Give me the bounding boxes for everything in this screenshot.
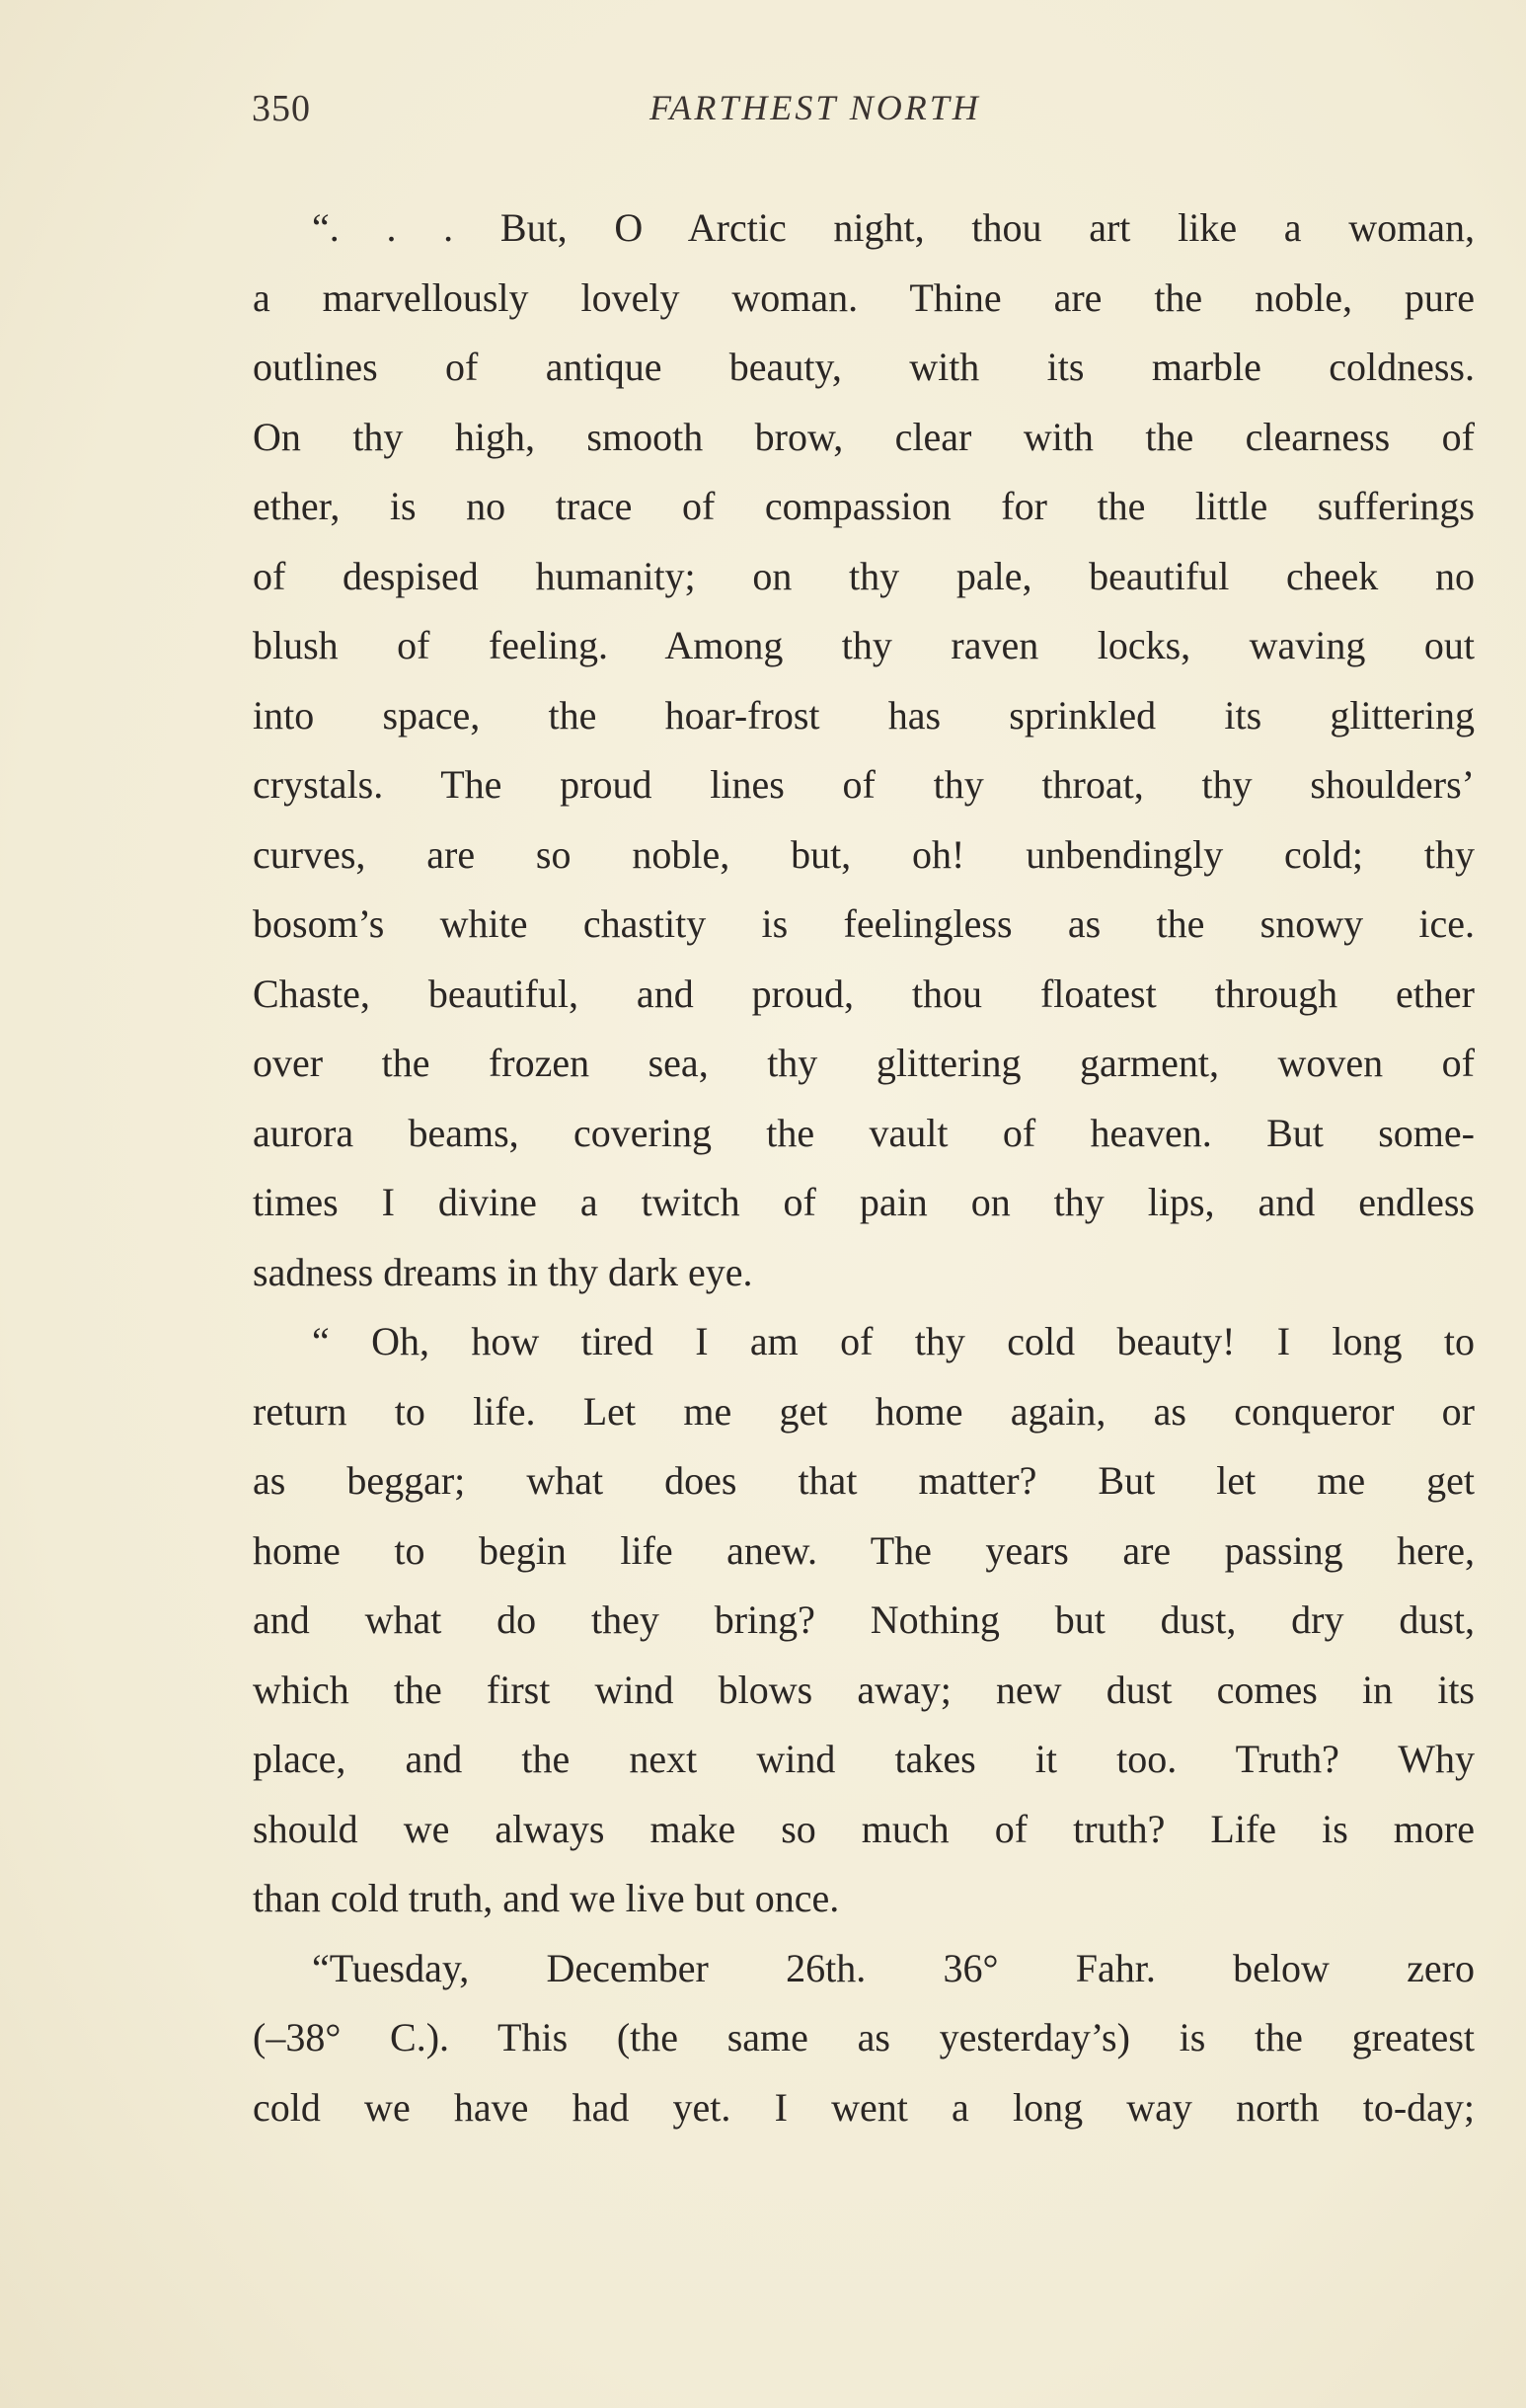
text-line: curves, are so noble, but, oh! unbendingly cold; thy [253, 831, 1475, 877]
text-line: crystals. The proud lines of thy throat, thy shoulders’ [253, 762, 1475, 807]
text-line: blush of feeling. Among thy raven locks, waving out [253, 623, 1475, 667]
body-text [253, 194, 1475, 2142]
paragraph-tired-of-beauty [253, 1307, 1475, 1934]
text-line: outlines of antique beauty, with its marble coldness. [253, 345, 1475, 389]
text-line: times I divine a twitch of pain on thy lips, and endless [253, 1180, 1475, 1224]
text-line: place, and the next wind takes it too. Truth? Why [253, 1737, 1475, 1781]
text-line: “. . . But, O Arctic night, thou art like a woman, [312, 205, 1475, 250]
text-line: which the first wind blows away; new dust comes in its [253, 1667, 1475, 1712]
text-line: of despised humanity; on thy pale, beautiful cheek no [253, 553, 1475, 598]
running-head [252, 87, 1476, 136]
paragraph-december-26 [253, 1934, 1475, 2143]
text-line: and what do they bring? Nothing but dust, dry dust, [253, 1597, 1475, 1642]
text-line: “ Oh, how tired I am of thy cold beauty! I long to [312, 1319, 1475, 1363]
text-line: ether, is no trace of compassion for the little sufferings [253, 484, 1475, 528]
text-line: “Tuesday, December 26th. 36° Fahr. below zero [312, 1945, 1475, 1990]
text-line: On thy high, smooth brow, clear with the clearness of [253, 414, 1475, 459]
paragraph-arctic-night [253, 194, 1475, 1307]
page-number: 350 [252, 88, 311, 129]
text-line: a marvellously lovely woman. Thine are the noble, pure [253, 274, 1475, 320]
text-line: bosom’s white chastity is feelingless as the snowy ice. [253, 901, 1475, 946]
text-line: return to life. Let me get home again, as conqueror or [253, 1388, 1475, 1434]
text-line: than cold truth, and we live but once. [253, 1876, 840, 1920]
text-line: into space, the hoar-frost has sprinkled its glittering [253, 692, 1475, 738]
text-line: cold we have had yet. I went a long way north to-day; [253, 2084, 1475, 2130]
text-line: over the frozen sea, thy glittering garment, woven of [253, 1041, 1475, 1085]
text-line: should we always make so much of truth? Life is more [253, 1806, 1475, 1851]
text-line: Chaste, beautiful, and proud, thou floatest through ether [253, 971, 1475, 1016]
text-line: home to begin life anew. The years are passing here, [253, 1527, 1475, 1573]
running-title: FARTHEST NORTH [649, 88, 981, 127]
text-line: sadness dreams in thy dark eye. [253, 1249, 753, 1294]
text-line: (–38° C.). This (the same as yesterday’s) is the greatest [253, 2015, 1475, 2059]
text-line: aurora beams, covering the vault of heaven. But some- [253, 1110, 1475, 1155]
text-line: as beggar; what does that matter? But let me get [253, 1458, 1475, 1503]
